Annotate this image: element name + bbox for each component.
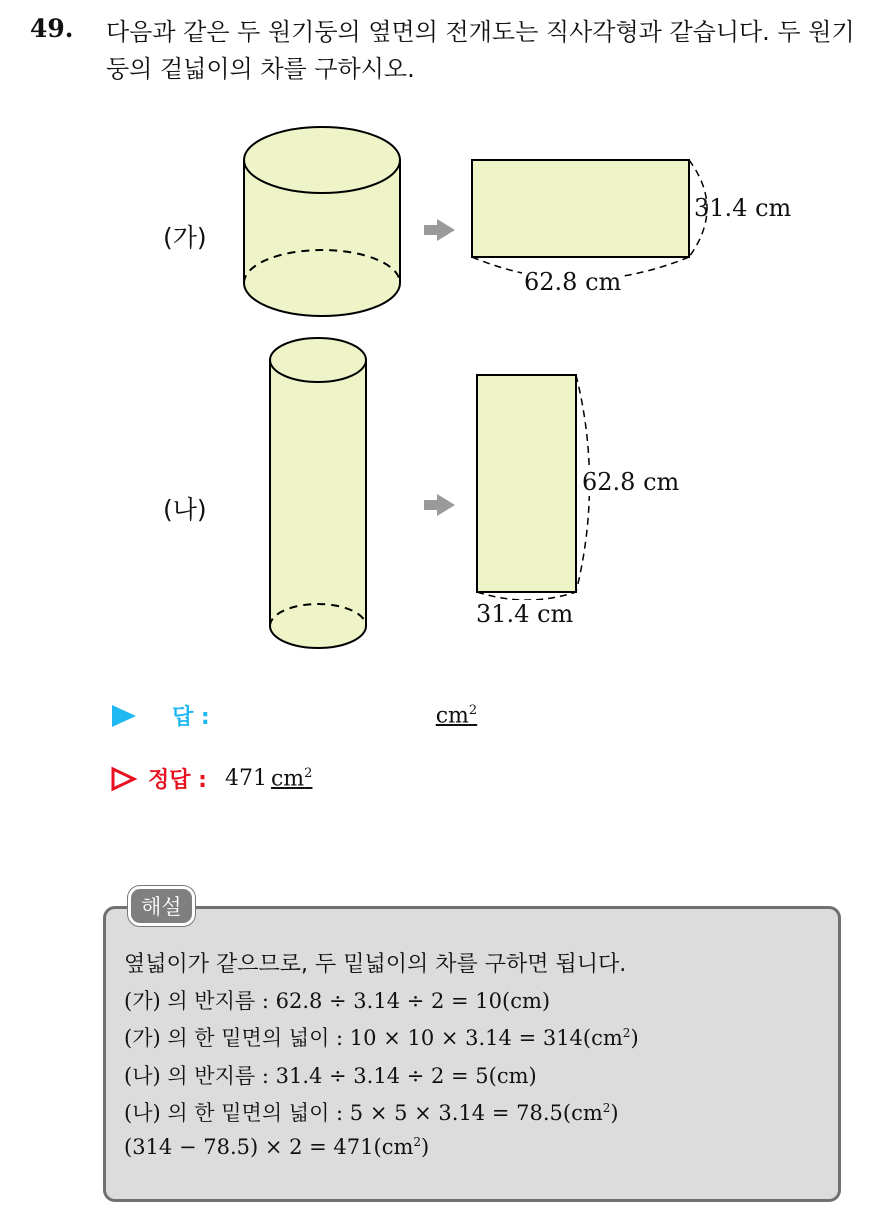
na-width-label: 31.4 cm (476, 600, 574, 628)
figure-label-ga: (가) (163, 223, 207, 252)
explanation-tag: 해설 (128, 886, 195, 926)
answer-label: 답 : (172, 705, 210, 730)
explanation-line-3: (가) 의 한 밑면의 넓이 : $10 \times 10 \times 3.14 = 314(cm^2)$ (124, 1026, 639, 1050)
explanation-line-6: $(314 - 78.5) \times 2 = 471(cm^2)$ (124, 1135, 430, 1159)
question-text: 다음과 같은 두 원기둥의 옆면의 전개도는 직사각형과 같습니다. 두 원기둥의 겉넓이의 차를 구하시오. (106, 18, 855, 83)
net-rectangle-ga (472, 160, 707, 280)
question-number: 49. (30, 14, 74, 43)
explanation-line-4: (나) 의 반지름 : 31.4 ÷ 3.14 ÷ 2 = 5(cm) (124, 1064, 537, 1088)
na-height-label: 62.8 cm (582, 468, 680, 496)
correct-answer-row (110, 763, 312, 794)
explanation-line-5: (나) 의 한 밑면의 넓이 : $5 \times 5 \times 3.14 = 78.5(cm^2)$ (124, 1101, 619, 1125)
correct-answer-value: 471 (224, 766, 267, 791)
explanation-line-1: 옆넓이가 같으므로, 두 밑넓이의 차를 구하면 됩니다. (124, 952, 627, 977)
correct-answer-unit: $cm^2$ (270, 765, 313, 792)
cylinder-na (270, 338, 366, 648)
cylinder-ga (244, 127, 400, 316)
net-rectangle-na (477, 375, 590, 600)
outline-play-icon (110, 766, 138, 792)
figure-label-na: (나) (163, 495, 207, 524)
arrow-icon (424, 219, 455, 241)
ga-height-label: 31.4 cm (694, 194, 792, 222)
answer-row (110, 700, 477, 731)
explanation-line-2: (가) 의 반지름 : 62.8 ÷ 3.14 ÷ 2 = 10(cm) (124, 989, 551, 1013)
correct-answer-label: 정답 : (148, 768, 207, 793)
arrow-icon (424, 494, 455, 516)
ga-width-label: 62.8 cm (524, 268, 622, 296)
play-icon (110, 703, 138, 729)
answer-unit: $cm^2$ (435, 702, 478, 729)
